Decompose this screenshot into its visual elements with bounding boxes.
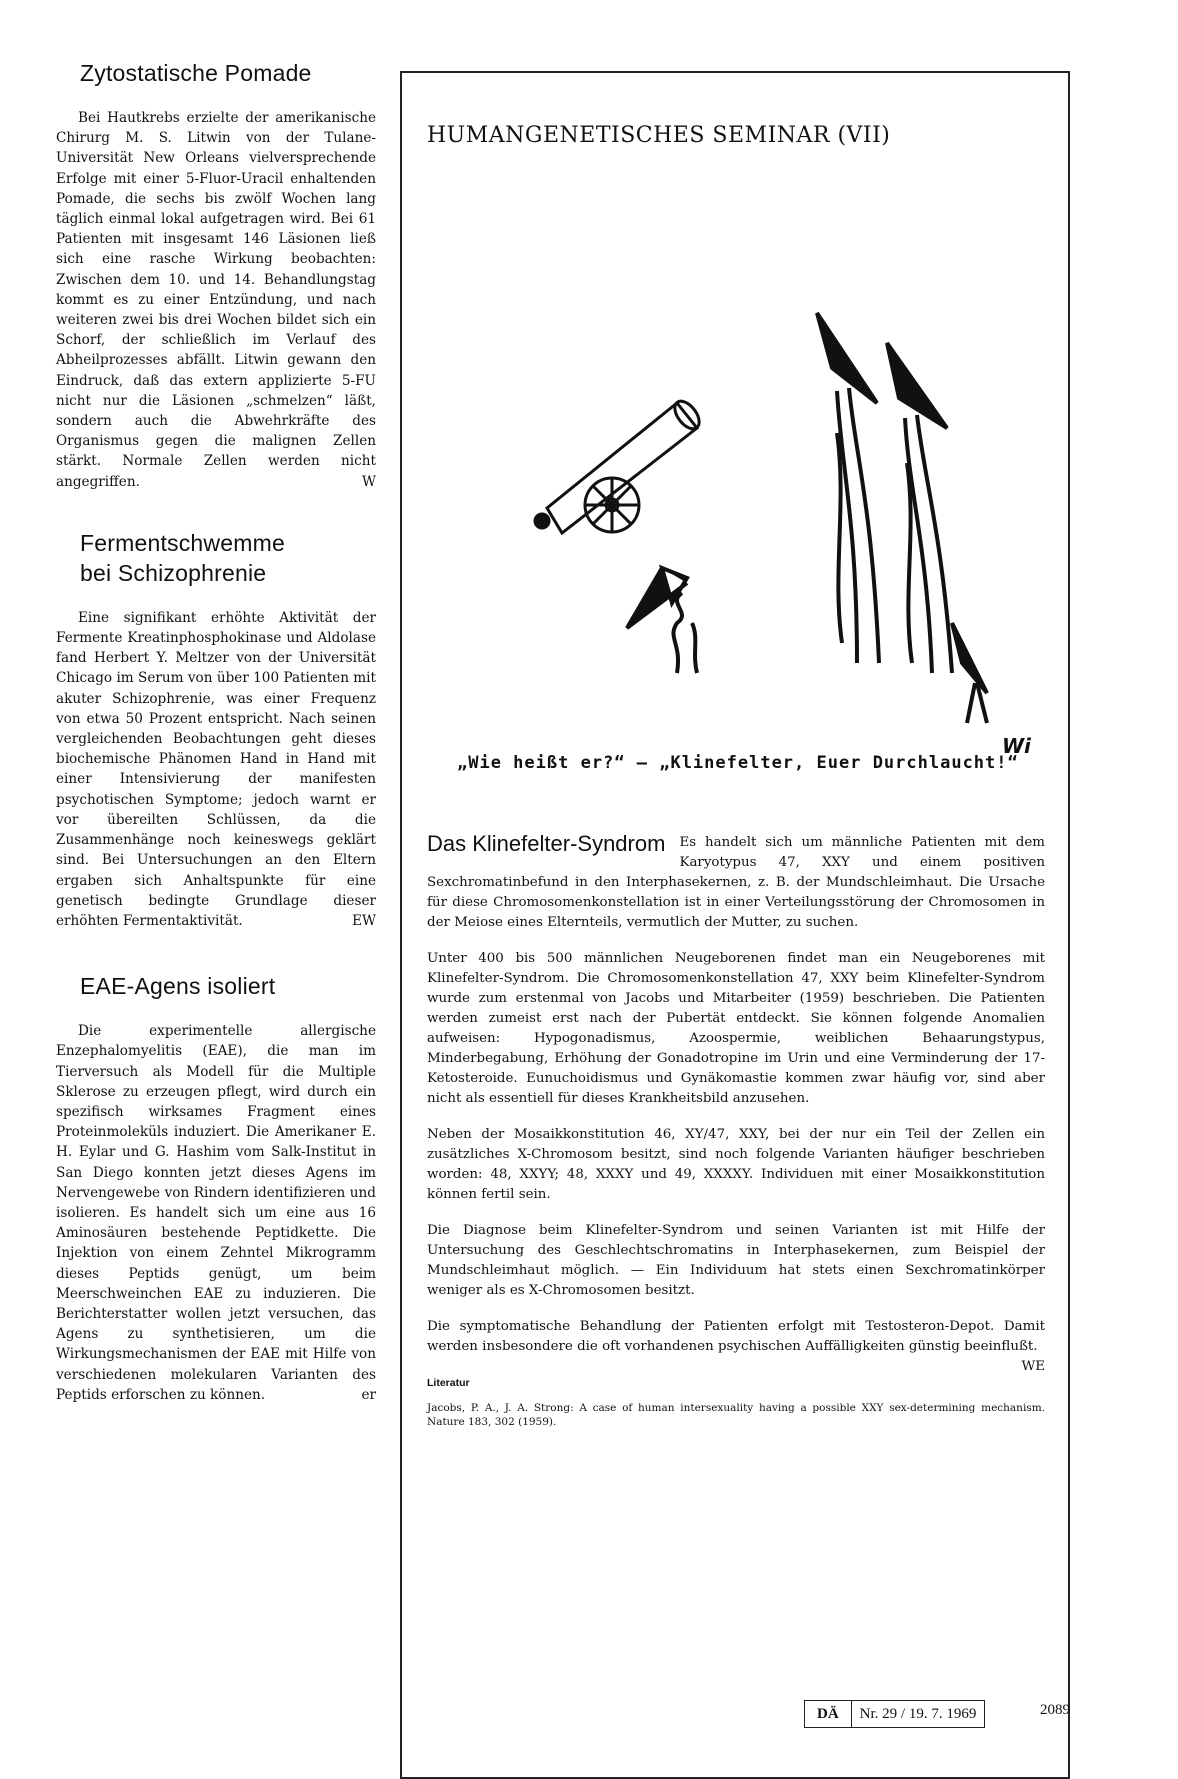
syndrome-paragraph: Die symptomatische Behandlung der Patienten erfolgt mit Testosteron-Depot. Damit werden insbesondere die oft vorhandenen psychischen Auffälligkeiten günstig beeinflußt. WE	[427, 1317, 1045, 1357]
tall-figure-right	[887, 343, 952, 673]
small-figure-left	[627, 568, 697, 673]
tall-figure-left	[817, 313, 879, 663]
article-fermentschwemme	[56, 528, 376, 931]
literature-heading: Literatur	[427, 1377, 470, 1389]
author-initials: W	[362, 473, 376, 490]
article-title: Fermentschwemme bei Schizophrenie	[80, 529, 285, 586]
article-body: Die experimentelle allergische Enzephalomyelitis (EAE), die man im Tierversuch als Modell für die Multiple Sklerose zu erzeugen pflegt, wird durch ein spezifisch wirksames Fragment eines Proteinmoleküls induziert. Die Amerikaner E. H. Eylar und G. Hashim vom Salk-Institut in San Diego konnten jetzt dieses Agens im Nervengewebe von Rindern identifizieren und isolieren. Es handelt sich um eine aus 16 Aminosäuren bestehende Peptidkette. Die Injektion von einem Zehntel Mikrogramm dieses Peptids genügt, um beim Meerschweinchen EAE zu induzieren. Die Berichterstatter wollen jetzt versuchen, das Agens zu synthetisieren, um die Wirkungsmechanismen der EAE mit Hilfe von verschiedenen molekularen Varianten des Peptids erforschen zu können. er	[56, 1021, 376, 1405]
page-number: 2089	[1040, 1702, 1070, 1718]
author-initials: er	[361, 1386, 376, 1403]
cartoon-signature: Wi	[1002, 734, 1031, 753]
cartoon-illustration	[487, 243, 1047, 753]
cartoon-caption: „Wie heißt er?“ — „Klinefelter, Euer Durchlaucht!“	[457, 753, 1019, 773]
literature-reference: Jacobs, P. A., J. A. Strong: A case of human intersexuality having a possible XXY sex-determining mechanism. Nature 183, 302 (1959).	[427, 1402, 1045, 1428]
syndrome-title: Das Klinefelter-Syndrom	[427, 831, 666, 856]
article-body: Eine signifikant erhöhte Aktivität der Fermente Kreatinphosphokinase und Aldolase fand Herbert Y. Meltzer von der Universität Chicago im Serum von über 100 Patienten mit akuter Schizophrenie, was einer Frequenz von etwa 50 Prozent entspricht. Nach seinen vergleichenden Beobachtungen geht dieses biochemische Phänomen Hand in Hand mit einer Intensivierung der manifesten psychotischen Symptome; jedoch warnt er vor übereilten Schlüssen, da die Zusammenhänge noch keineswegs geklärt sind. Bei Untersuchungen an den Eltern ergaben sich Anhaltspunkte für eine genetisch bedingte Grundlage dieser erhöhten Fermentaktivität. EW	[56, 608, 376, 931]
journal-logo: DÄ	[805, 1701, 852, 1727]
article-body: Bei Hautkrebs erzielte der amerikanische Chirurg M. S. Litwin von der Tulane-Universität New Orleans vielversprechende Erfolge mit einer 5-Fluor-Uracil enhaltenden Pomade, die sechs bis zwölf Wochen lang täglich einmal lokal aufgetragen wird. Bei 61 Patienten mit insgesamt 146 Läsionen ließ sich eine rasche Wirkung beobachten: Zwischen dem 10. und 14. Behandlungstag kommt es zu einer Entzündung, und nach weiteren zwei bis drei Wochen bildet sich ein Schorf, der schließlich im Verlauf des Abheilprozesses abfällt. Litwin gewann den Eindruck, daß das extern applizierte 5-FU nicht nur die Läsionen „schmelzen“ läßt, sondern auch die Abwehrkräfte des Organismus gegen die malignen Zellen stärkt. Normale Zellen werden nicht angegriffen. W	[56, 108, 376, 492]
article-title: EAE-Agens isoliert	[80, 973, 276, 1000]
syndrome-paragraph: Neben der Mosaikkonstitution 46, XY/47, XXY, bei der nur ein Teil der Zellen ein zusätzliches X-Chromosom besitzt, sind noch folgende Varianten häufiger beschrieben worden: 48, XXYY; 48, XXXY und 49, XXXXY. Individuen mit einer Mosaikkonstitution können fertil sein.	[427, 1127, 1045, 1202]
article-zytostatische-pomade	[56, 58, 376, 492]
seminar-box	[400, 71, 1070, 1779]
left-column	[56, 58, 376, 1405]
syndrome-paragraph: Unter 400 bis 500 männlichen Neugeborenen findet man ein Neugeborenes mit Klinefelter-Syndrom. Die Chromosomenkonstellation 47, XXY beim Klinefelter-Syndrom wurde zum erstenmal von Jacobs und Mitarbeiter (1959) beschrieben. Die Patienten werden zumeist erst nach der Pubertät entdeckt. Sie können folgende Anomalien aufweisen: Hypogonadismus, Azoospermie, weiblichen Behaarungstypus, Minderbegabung, Erhöhung der Gonadotropine im Urin und eine Verminderung der 17-Ketosteroide. Eunuchoidismus und Gynäkomastie kommen zwar häufig vor, sind aber nicht als essentiell für dieses Krankheitsbild anzusehen.	[427, 951, 1045, 1106]
author-initials: EW	[352, 912, 376, 929]
syndrome-paragraph: Das Klinefelter-Syndrom Es handelt sich um männliche Patienten mit dem Karyotypus 47, XXY und einem positiven Sexchromatinbefund in den Interphasekernen, z. B. der Mundschleimhaut. Die Ursache für diese Chromosomenkonstellation ist in einer Verteilungsstörung der Chromosomen in der Meiose eines Elternteils, vermutlich der Mutter, zu suchen.	[427, 833, 1045, 933]
issue-info: Nr. 29 / 19. 7. 1969	[859, 1706, 977, 1722]
seminar-title: HUMANGENETISCHES SEMINAR (VII)	[427, 123, 891, 148]
article-title: Zytostatische Pomade	[80, 60, 312, 86]
issue-footer	[804, 1700, 985, 1728]
small-figure-right	[952, 623, 987, 723]
author-initials: WE	[1021, 1359, 1045, 1374]
cannon-drawing	[535, 397, 704, 533]
klinefelter-article	[427, 833, 1045, 1429]
article-eae-agens	[56, 971, 376, 1405]
syndrome-paragraph: Die Diagnose beim Klinefelter-Syndrom und seinen Varianten ist mit Hilfe der Untersuchung des Geschlechtschromatins in Interphasekernen, zum Beispiel der Mundschleimhaut möglich. — Ein Individuum hat stets einen Sexchromatinkörper weniger als es X-Chromosomen besitzt.	[427, 1223, 1045, 1298]
